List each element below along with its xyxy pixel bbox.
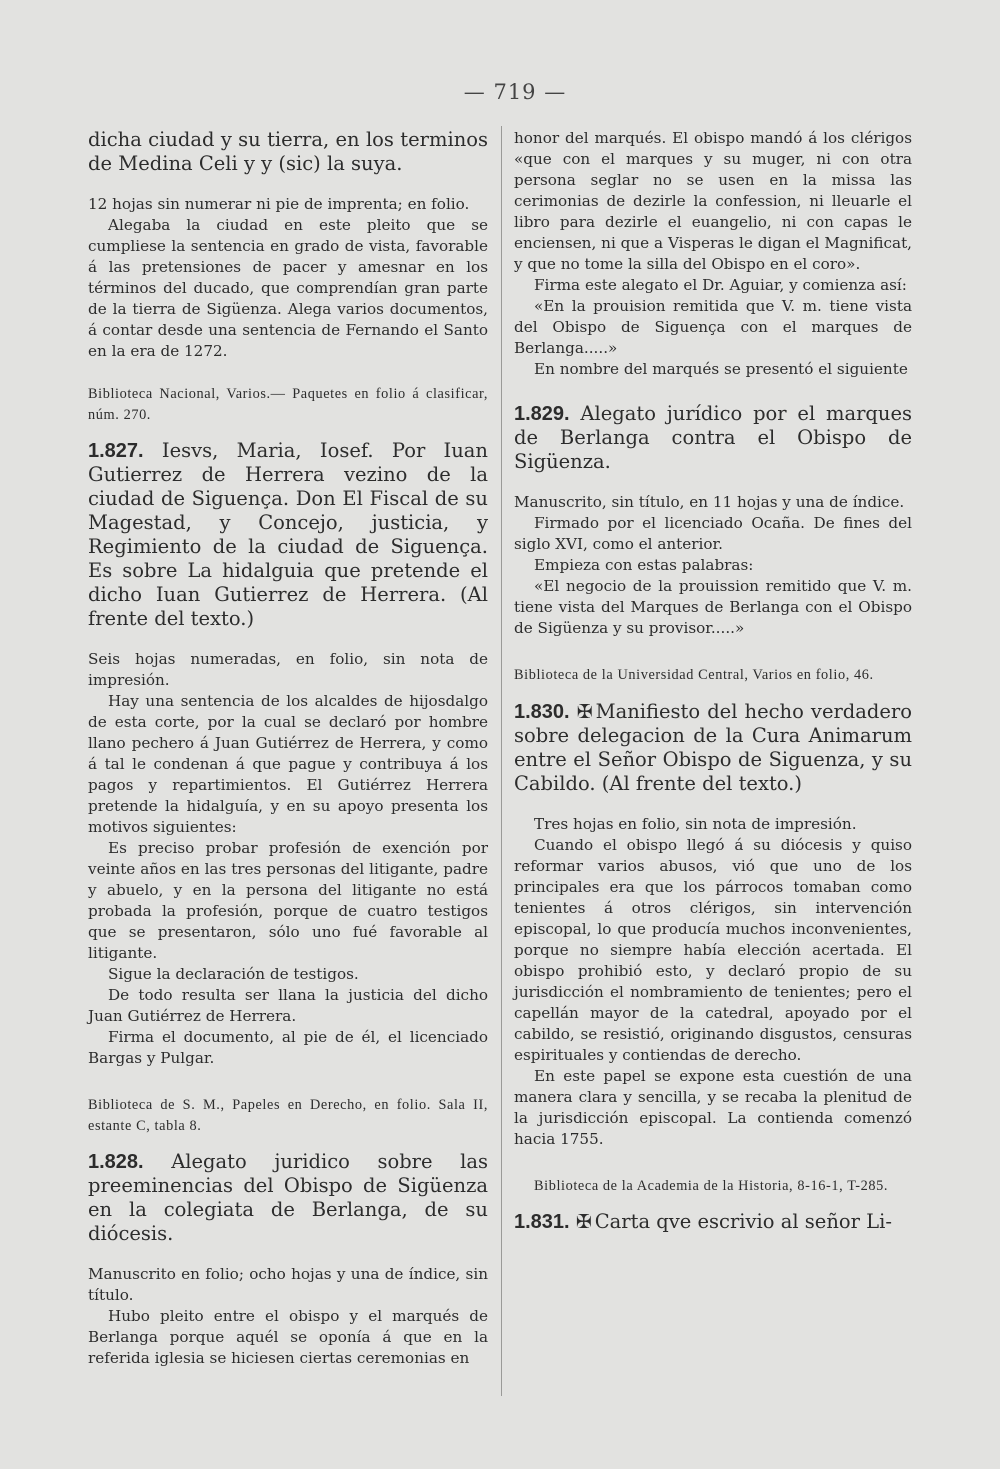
entry-1829 <box>514 402 912 474</box>
paragraph: dicha ciudad y su tierra, en los terminos de Medina Celi y y (sic) la suya. <box>88 128 488 175</box>
left-column <box>88 128 488 1369</box>
entry-number: 1.830. <box>514 700 570 723</box>
paragraph: Hay una sentencia de los alcaldes de hijosdalgo de esta corte, por la cual se declaró por hombre llano pechero á Juan Gutiérrez de Herrera, y como á tal le condenan á que pague y contribuya á los pagos y repartimientos. El Gutiérrez Herrera pretende la hidalguía, y en su apoyo presenta los motivos siguientes: <box>88 692 488 836</box>
paragraph: «En la prouision remitida que V. m. tiene vista del Obispo de Siguença con el marques de Berlanga.....» <box>514 297 912 357</box>
entry-title: Manifiesto del hecho verdadero sobre delegacion de la Cura Animarum entre el Señor Obispo de Siguenza, y su Cabildo. (Al frente del texto.) <box>514 699 912 795</box>
paragraph: Manuscrito, sin título, en 11 hojas y una de índice. <box>514 493 905 511</box>
paragraph: Sigue la declaración de testigos. <box>108 965 359 983</box>
entry-title: Alegato juridico sobre las preeminencias del Obispo de Sigüenza en la colegiata de Berlanga, de su diócesis. <box>88 1150 488 1245</box>
paragraph: 12 hojas sin numerar ni pie de imprenta; en folio. <box>88 195 470 213</box>
paragraph: Hubo pleito entre el obispo y el marqués de Berlanga porque aquél se oponía á que en la referida iglesia se hiciesen ciertas ceremonias en <box>88 1307 488 1367</box>
paragraph: Es preciso probar profesión de exención por veinte años en las tres personas del litigante, padre y abuelo, y en la persona del litigante no está probada la profesión, porque de cuatro testigos que se presentaron, sólo uno fué favorable al litigante. <box>88 839 488 962</box>
paragraph: En este papel se expone esta cuestión de una manera clara y sencilla, y se recaba la plenitud de la jurisdicción episcopal. La contienda comenzó hacia 1755. <box>514 1066 912 1148</box>
paragraph: En nombre del marqués se presentó el siguiente <box>534 360 908 378</box>
paragraph: Manuscrito en folio; ocho hojas y una de índice, sin título. <box>88 1265 488 1304</box>
entry-1827 <box>88 439 488 631</box>
paragraph: Seis hojas numeradas, en folio, sin nota de impresión. <box>88 650 488 689</box>
paragraph: Firma el documento, al pie de él, el licenciado Bargas y Pulgar. <box>88 1028 488 1067</box>
paragraph: Tres hojas en folio, sin nota de impresión. <box>534 814 857 833</box>
entry-1831 <box>514 1210 912 1234</box>
entry-number: 1.831. <box>514 1211 570 1233</box>
right-column <box>514 128 912 1234</box>
entry-title: Iesvs, Maria, Iosef. Por Iuan Gutierrez de Herrera vezino de la ciudad de Siguença. Don El Fiscal de su Magestad, y Concejo, justicia, y Regimiento de la ciudad de Siguença. Es sobre La hidalguia que pretende el dicho Iuan Gutierrez de Herrera. (Al frente del texto.) <box>88 439 488 630</box>
paragraph: Alegaba la ciudad en este pleito que se cumpliese la sentencia en grado de vista, favorable á las pretensiones de pacer y amesnar en los términos del ducado, que comprendían gran parte de la tierra de Sigüenza. Alega varios documentos, á contar desde una sentencia de Fernando el Santo en la era de 1272. <box>88 216 488 360</box>
entry-title: Alegato jurídico por el marques de Berlanga contra el Obispo de Sigüenza. <box>514 402 912 473</box>
paragraph: «El negocio de la prouission remitido que V. m. tiene vista del Marques de Berlanga con el Obispo de Sigüenza y su provisor.....» <box>514 577 912 637</box>
entry-1828 <box>88 1150 488 1246</box>
entry-title: Carta qve escrivio al señor Li- <box>594 1210 892 1233</box>
paragraph: De todo resulta ser llana la justicia del dicho Juan Gutiérrez de Herrera. <box>88 986 488 1025</box>
paragraph: Firmado por el licenciado Ocaña. De fines del siglo XVI, como el anterior. <box>514 514 912 553</box>
entry-1830 <box>514 700 912 796</box>
column-divider <box>501 126 502 1396</box>
paragraph: Firma este alegato el Dr. Aguiar, y comienza así: <box>534 276 907 294</box>
cross-icon: ✠ <box>575 1211 592 1233</box>
paragraph: Empieza con estas palabras: <box>534 556 754 574</box>
library-reference: Biblioteca de la Universidad Central, Varios en folio, 46. <box>514 667 874 683</box>
entry-number: 1.828. <box>88 1151 144 1173</box>
paragraph: honor del marqués. El obispo mandó á los clérigos «que con el marques y su muger, ni con otra persona seglar no se usen en la missa las cerimonias de dezirle la confession, ni lleuarle el libro para dezirle el euangelio, ni con capas le enciensen, ni que a Visperas le digan el Magnificat, y que no tome la silla del Obispo en el coro». <box>514 129 912 273</box>
entry-number: 1.829. <box>514 403 570 425</box>
entry-number: 1.827. <box>88 440 144 462</box>
library-reference: Biblioteca de la Academia de la Historia, 8-16-1, T-285. <box>534 1177 889 1194</box>
cross-icon: ✠ <box>576 700 593 723</box>
page-number: — 719 — <box>463 80 567 104</box>
paragraph: Cuando el obispo llegó á su diócesis y quiso reformar varios abusos, vió que uno de los principales era que los párrocos tomaban como tenientes á otros clérigos, sin intervención episcopal, lo que producía muchos inconvenientes, porque no siempre había elección acertada. El obispo prohibió esto, y declaró propio de su jurisdicción el nombramiento de tenientes; pero el capellán mayor de la catedral, apoyado por el cabildo, se resistió, originando disgustos, censuras espirituales y contiendas de derecho. <box>514 835 912 1064</box>
library-reference: Biblioteca Nacional, Varios.— Paquetes en folio á clasificar, núm. 270. <box>88 386 488 423</box>
library-reference: Biblioteca de S. M., Papeles en Derecho, en folio. Sala II, estante C, tabla 8. <box>88 1097 488 1134</box>
